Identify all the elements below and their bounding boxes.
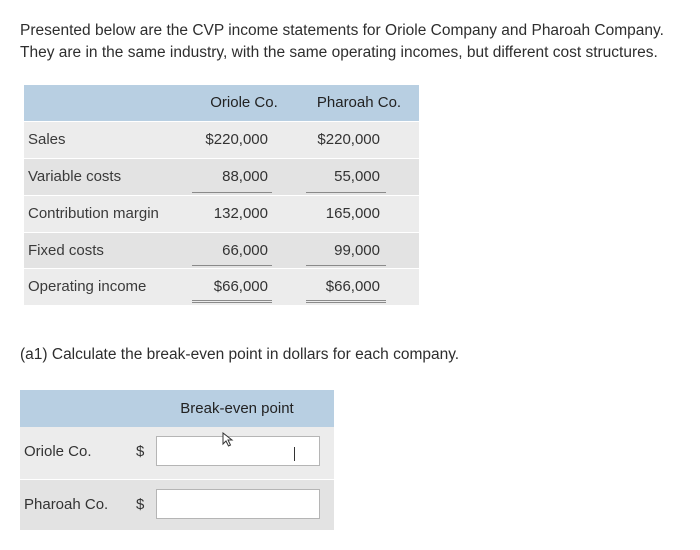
row-label: Fixed costs: [28, 242, 104, 259]
subtotal-underline: [192, 265, 272, 266]
table-header: [20, 390, 334, 427]
column-header-pharoah: Pharoah Co.: [316, 94, 402, 111]
total-double-underline: [306, 300, 386, 303]
total-double-underline: [192, 300, 272, 303]
pharoah-break-even-input[interactable]: [156, 489, 320, 519]
pharoah-value: 55,000: [334, 168, 380, 185]
break-even-table: [20, 390, 334, 530]
table-row-sales: [24, 121, 419, 158]
table-row-pharoah: [20, 479, 334, 530]
table-row-variable-costs: [24, 158, 419, 195]
column-header-break-even: Break-even point: [180, 400, 294, 417]
subtotal-underline: [306, 192, 386, 193]
cvp-income-statement-table: [24, 85, 419, 305]
company-label: Oriole Co.: [24, 443, 92, 460]
question-text: (a1) Calculate the break-even point in dollars for each company.: [20, 346, 460, 363]
table-row-fixed-costs: [24, 232, 419, 269]
dollar-sign: $: [136, 496, 145, 513]
row-label: Operating income: [28, 278, 147, 295]
pharoah-value: 165,000: [325, 205, 380, 222]
row-label: Variable costs: [28, 168, 122, 185]
oriole-value: $220,000: [205, 131, 268, 148]
oriole-break-even-input[interactable]: [156, 436, 320, 466]
pharoah-value: $220,000: [317, 131, 380, 148]
table-row-contribution-margin: [24, 195, 419, 232]
table-row-oriole: [20, 427, 334, 479]
oriole-value: 88,000: [222, 168, 268, 185]
dollar-sign: $: [136, 443, 145, 460]
company-label: Pharoah Co.: [24, 496, 109, 513]
row-label: Contribution margin: [28, 205, 159, 222]
mouse-pointer-icon: [222, 432, 236, 448]
pharoah-value: 99,000: [334, 242, 380, 259]
pharoah-value: $66,000: [325, 278, 380, 295]
text-caret: [294, 447, 295, 461]
column-header-oriole: Oriole Co.: [210, 94, 278, 111]
table-header: [24, 85, 419, 121]
row-label: Sales: [28, 131, 66, 148]
oriole-value: $66,000: [213, 278, 268, 295]
oriole-value: 66,000: [222, 242, 268, 259]
intro-text: Presented below are the CVP income statements for Oriole Company and Pharoah Company. They are in the same industry, with the same operating incomes, but different cost structures.: [20, 22, 664, 61]
subtotal-underline: [306, 265, 386, 266]
oriole-value: 132,000: [213, 205, 268, 222]
subtotal-underline: [192, 192, 272, 193]
